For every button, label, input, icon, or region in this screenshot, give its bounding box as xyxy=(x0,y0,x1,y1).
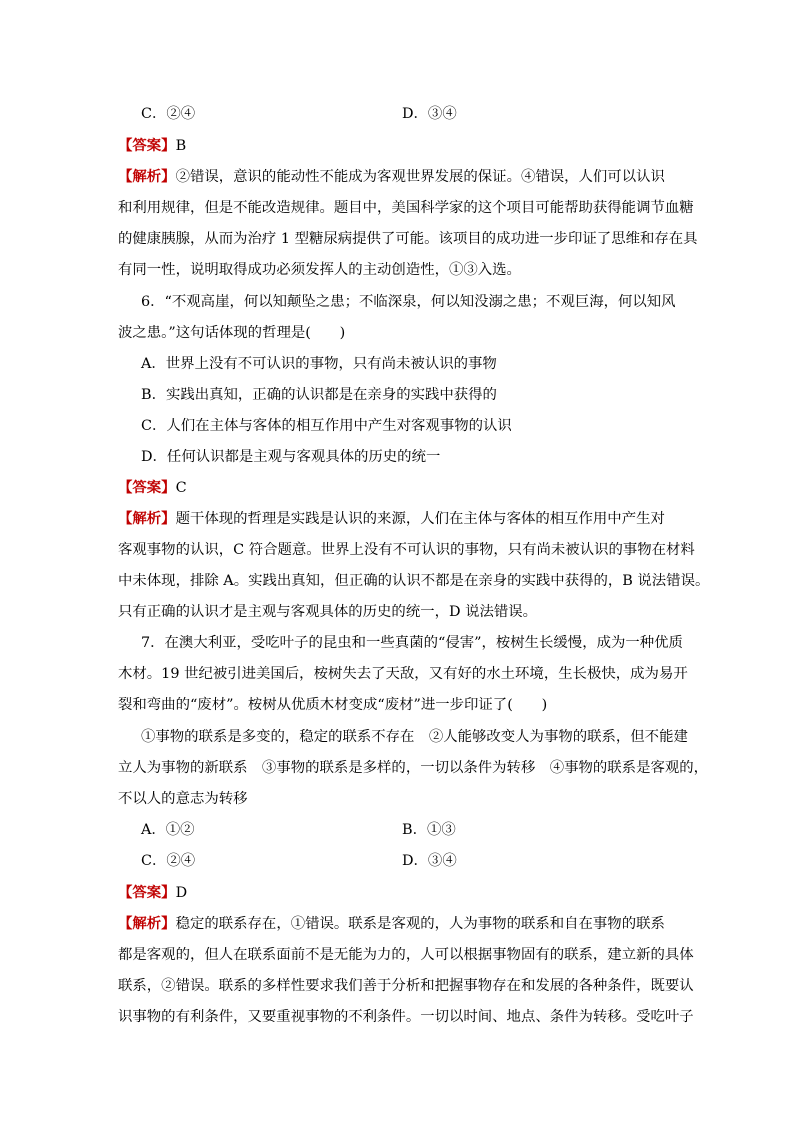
q7-statements-line-2: 立人为事物的新联系 ③事物的联系是多样的，一切以条件为转移 ④事物的联系是客观的， xyxy=(118,760,709,776)
q7-answer xyxy=(118,883,187,903)
q6-option-c: C．人们在主体与客体的相互作用中产生对客观事物的认识 xyxy=(141,418,512,434)
q7-option-d: D．③④ xyxy=(402,853,457,869)
q7-option-c: C．②④ xyxy=(141,853,196,869)
analysis-text: 题干体现的哲理是实践是认识的来源，人们在主体与客体的相互作用中产生对 xyxy=(175,511,665,527)
q7-statements-line-3: 不以人的意志为转移 xyxy=(118,791,248,807)
analysis-label: 【解析】 xyxy=(118,915,176,932)
q6-analysis-line-1 xyxy=(118,509,665,529)
q7-analysis-line-4: 识事物的有利条件，又要重视事物的不利条件。一切以时间、地点、条件为转移。受吃叶子 xyxy=(118,1009,694,1025)
analysis-text: 稳定的联系存在，①错误。联系是客观的，人为事物的联系和自在事物的联系 xyxy=(175,916,665,932)
q6-analysis-line-4: 只有正确的认识才是主观与客观具体的历史的统一，D 说法错误。 xyxy=(118,604,538,620)
q5-option-d: D．③④ xyxy=(402,106,457,122)
q6-option-a: A．世界上没有不可认识的事物，只有尚未被认识的事物 xyxy=(141,356,497,372)
q5-options-row xyxy=(141,104,457,124)
answer-value: C xyxy=(175,480,187,496)
q5-option-c: C．②④ xyxy=(141,106,196,122)
q6-option-b: B．实践出真知，正确的认识都是在亲身的实践中获得的 xyxy=(141,387,497,403)
q7-analysis-line-2: 都是客观的，但人在联系面前不是无能为力的，人可以根据事物固有的联系，建立新的具体 xyxy=(118,947,694,963)
answer-value: D xyxy=(175,885,188,901)
q7-analysis-line-3: 联系，②错误。联系的多样性要求我们善于分析和把握事物存在和发展的各种条件，既要认 xyxy=(118,978,694,994)
q7-options-row-2 xyxy=(141,851,457,871)
q5-analysis-line-2: 和利用规律，但是不能改造规律。题目中，美国科学家的这个项目可能帮助获得能调节血糖 xyxy=(118,200,694,216)
q6-stem-line-1: 6．“不观高崖，何以知颠坠之患；不临深泉，何以知没溺之患；不观巨海，何以知风 xyxy=(141,294,676,310)
q6-stem-line-2: 波之患。”这句话体现的哲理是( ) xyxy=(118,325,346,341)
q5-analysis-line-3: 的健康胰腺，从而为治疗 1 型糖尿病提供了可能。该项目的成功进一步印证了思维和存在具 xyxy=(118,231,698,247)
q5-answer xyxy=(118,136,186,156)
q6-answer xyxy=(118,478,187,498)
q7-stem-line-2: 木材。19 世纪被引进美国后，桉树失去了天敌，又有好的水土环境，生长极快，成为易开 xyxy=(118,666,688,682)
answer-label: 【答案】 xyxy=(118,137,176,154)
q6-analysis-line-3: 中未体现，排除 A。实践出真知，但正确的认识不都是在亲身的实践中获得的，B 说法错误。 xyxy=(118,573,710,589)
analysis-label: 【解析】 xyxy=(118,168,176,185)
q7-stem-line-1: 7．在澳大利亚，受吃叶子的昆虫和一些真菌的“侵害”，桉树生长缓慢，成为一种优质 xyxy=(141,635,683,651)
answer-label: 【答案】 xyxy=(118,479,176,496)
q7-option-a: A．①② xyxy=(141,822,195,838)
q5-analysis-line-1 xyxy=(118,167,665,187)
q7-option-b: B．①③ xyxy=(402,822,456,838)
analysis-text: ②错误，意识的能动性不能成为客观世界发展的保证。④错误，人们可以认识 xyxy=(175,169,665,185)
analysis-label: 【解析】 xyxy=(118,510,176,527)
q7-options-row-1 xyxy=(141,820,456,840)
q6-option-d: D．任何认识都是主观与客观具体的历史的统一 xyxy=(141,449,441,465)
q7-stem-line-3: 裂和弯曲的“废材”。桉树从优质木材变成“废材”进一步印证了( ) xyxy=(118,697,548,713)
q7-statements-line-1: ①事物的联系是多变的，稳定的联系不存在 ②人能够改变人为事物的联系，但不能建 xyxy=(141,729,688,745)
answer-value: B xyxy=(175,138,187,154)
answer-label: 【答案】 xyxy=(118,884,176,901)
q6-analysis-line-2: 客观事物的认识，C 符合题意。世界上没有不可认识的事物，只有尚未被认识的事物在材料 xyxy=(118,542,695,558)
q7-analysis-line-1 xyxy=(118,914,665,934)
q5-analysis-line-4: 有同一性，说明取得成功必须发挥人的主动创造性，①③入选。 xyxy=(118,262,521,278)
